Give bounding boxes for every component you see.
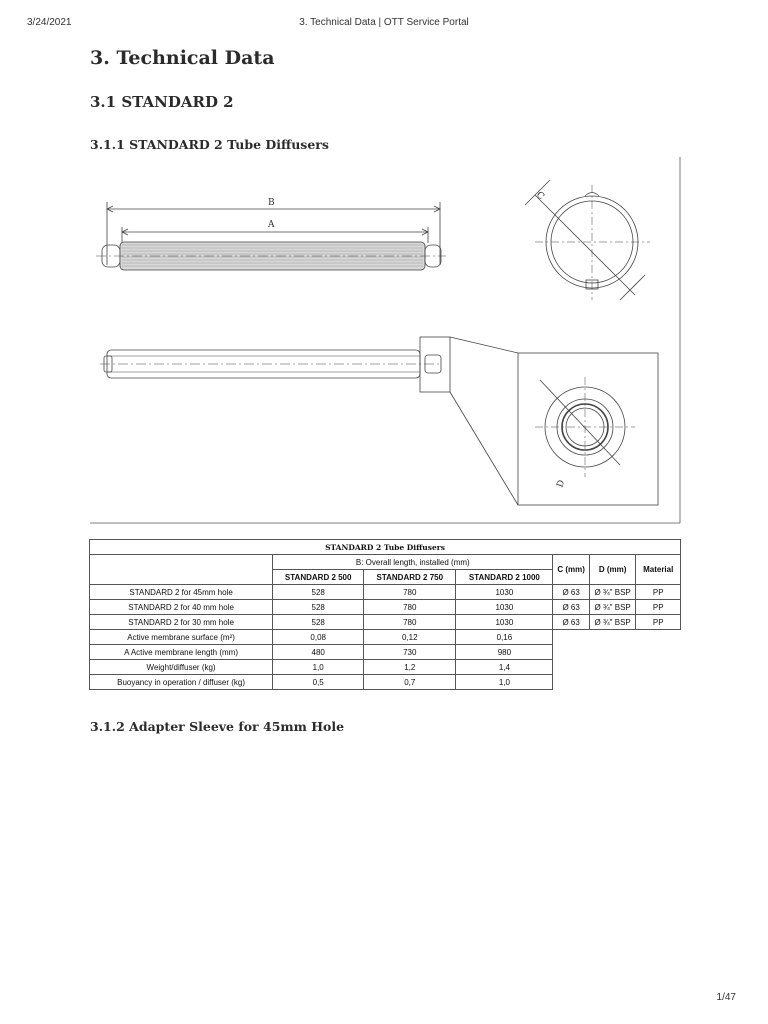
tube-diffusers-spec-table: [89, 539, 681, 690]
table-cell: 1,2: [364, 660, 456, 675]
table-cell: 1,4: [456, 660, 553, 675]
table-model-header: STANDARD 2 1000: [456, 570, 553, 585]
table-cell: 0,08: [273, 630, 364, 645]
technical-drawing: [90, 155, 682, 525]
table-cell: 0,5: [273, 675, 364, 690]
table-empty-cell: [553, 630, 681, 645]
table-cell: 1030: [456, 585, 553, 600]
table-row: [90, 600, 681, 615]
table-cell: 1030: [456, 615, 553, 630]
table-model-header: STANDARD 2 500: [273, 570, 364, 585]
table-empty-cell: [553, 660, 681, 675]
table-cell: 0,16: [456, 630, 553, 645]
print-date: 3/24/2021: [27, 17, 72, 28]
table-cell: Ø ¾" BSP: [589, 615, 636, 630]
table-cell: PP: [636, 615, 681, 630]
table-cell: 730: [364, 645, 456, 660]
dimension-label-c: C: [533, 190, 546, 202]
dimension-label-b: B: [268, 198, 275, 208]
page-number: 1/47: [716, 992, 736, 1003]
table-col-material: Material: [636, 555, 681, 585]
table-row-label: STANDARD 2 for 45mm hole: [90, 585, 273, 600]
table-col-c: C (mm): [553, 555, 589, 585]
table-row-label: A Active membrane length (mm): [90, 645, 273, 660]
table-model-header: STANDARD 2 750: [364, 570, 456, 585]
dimension-a: [122, 227, 428, 243]
table-cell: 528: [273, 600, 364, 615]
table-cell: Ø ¾" BSP: [589, 585, 636, 600]
table-row: [90, 630, 681, 645]
table-cell: PP: [636, 600, 681, 615]
table-cell: 0,12: [364, 630, 456, 645]
table-cell: 780: [364, 600, 456, 615]
subsection-heading-tube-diffusers: 3.1.1 STANDARD 2 Tube Diffusers: [90, 137, 329, 152]
cross-section-c: [525, 180, 650, 300]
table-group-header: B: Overall length, installed (mm): [273, 555, 553, 570]
table-cell: Ø ¾" BSP: [589, 600, 636, 615]
table-row: [90, 675, 681, 690]
table-caption-row: [90, 540, 681, 555]
table-cell: Ø 63: [553, 585, 589, 600]
dimension-label-d: D: [555, 478, 568, 490]
table-cell: Ø 63: [553, 615, 589, 630]
table-row: [90, 615, 681, 630]
table-cell: 0,7: [364, 675, 456, 690]
table-caption: STANDARD 2 Tube Diffusers: [90, 540, 681, 555]
table-header-row: [90, 555, 681, 570]
table-cell: 980: [456, 645, 553, 660]
table-cell: 780: [364, 585, 456, 600]
dimension-label-a: A: [268, 220, 275, 230]
table-row: [90, 660, 681, 675]
table-row-label: STANDARD 2 for 30 mm hole: [90, 615, 273, 630]
tube-diffuser-bottom-view: [100, 337, 518, 505]
detail-view-d: [518, 353, 658, 505]
table-row-label: Weight/diffuser (kg): [90, 660, 273, 675]
table-cell: 1,0: [456, 675, 553, 690]
table-cell: 1030: [456, 600, 553, 615]
table-cell: PP: [636, 585, 681, 600]
table-cell: 480: [273, 645, 364, 660]
table-row: [90, 645, 681, 660]
table-empty-cell: [553, 645, 681, 660]
table-row-label: STANDARD 2 for 40 mm hole: [90, 600, 273, 615]
table-row-label: Active membrane surface (m²): [90, 630, 273, 645]
section-heading: 3.1 STANDARD 2: [90, 93, 234, 111]
page-title: 3. Technical Data: [90, 47, 275, 69]
table-cell: 528: [273, 615, 364, 630]
table-cell: 528: [273, 585, 364, 600]
table-cell: 1,0: [273, 660, 364, 675]
tube-diffuser-side-view: [96, 242, 446, 270]
table-empty-cell: [553, 675, 681, 690]
table-row-label: Buoyancy in operation / diffuser (kg): [90, 675, 273, 690]
table-corner-cell: [90, 555, 273, 585]
subsection-heading-adapter-sleeve: 3.1.2 Adapter Sleeve for 45mm Hole: [90, 719, 345, 734]
table-col-d: D (mm): [589, 555, 636, 585]
print-page-title: 3. Technical Data | OTT Service Portal: [299, 17, 469, 28]
table-cell: Ø 63: [553, 600, 589, 615]
table-row: [90, 585, 681, 600]
table-cell: 780: [364, 615, 456, 630]
